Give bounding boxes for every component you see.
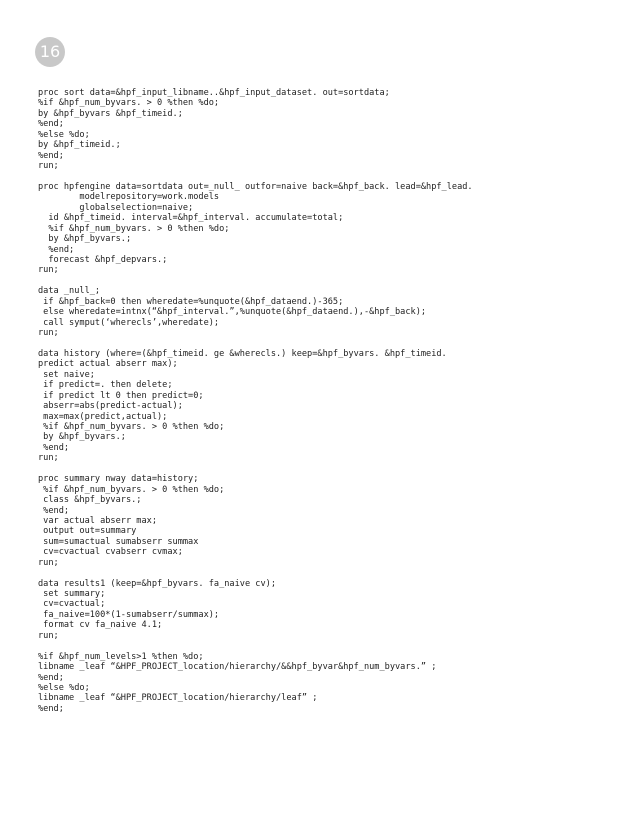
code-line: libname _leaf “&HPF_PROJECT_location/hierarchy/leaf” ;	[38, 693, 318, 704]
code-line: %if &hpf_num_byvars. > 0 %then %do;	[38, 422, 225, 432]
code-line: if predict lt 0 then predict=0;	[38, 390, 204, 401]
code-line: %end;	[38, 150, 64, 161]
code-line: proc hpfengine data=sortdata out=_null_ outfor=naive back=&hpf_back. lead=&hpf_lead.	[38, 181, 473, 192]
code-line: run;	[38, 265, 59, 276]
code-line: %end;	[38, 672, 64, 683]
code-line: %end;	[38, 505, 70, 516]
page-number-badge: 16	[35, 37, 65, 67]
code-line: data _null_;	[38, 286, 101, 297]
code-line: var actual abserr max;	[38, 515, 157, 526]
code-line: globalselection=naive;	[38, 202, 194, 213]
code-line: format cv fa_naive 4.1;	[38, 620, 163, 631]
code-line: %else %do;	[38, 129, 90, 140]
code-line: %if &hpf_num_byvars. > 0 %then %do;	[38, 98, 220, 109]
code-line: run;	[38, 453, 59, 464]
code-line: if &hpf_back=0 then wheredate=%unquote(&hpf_dataend.)-365;	[38, 296, 344, 307]
code-line: data history (where=(&hpf_timeid. ge &wherecls.) keep=&hpf_byvars. &hpf_timeid.	[38, 348, 447, 359]
blank-line	[38, 464, 628, 474]
code-line: cv=cvactual;	[38, 599, 106, 610]
code-line: set summary;	[38, 589, 106, 599]
code-line: by &hpf_timeid.;	[38, 140, 121, 151]
code-line: set naive;	[38, 369, 95, 380]
code-line: class &hpf_byvars.;	[38, 495, 142, 506]
code-line: by &hpf_byvars.;	[38, 234, 132, 245]
code-line: run;	[38, 630, 59, 641]
code-line: output out=summary	[38, 526, 137, 537]
code-line: run;	[38, 557, 59, 568]
blank-line	[38, 172, 628, 182]
code-line: %if &hpf_num_byvars. > 0 %then %do;	[38, 484, 225, 495]
code-line: call symput(‘wherecls’,wheredate);	[38, 317, 220, 328]
code-line: max=max(predict,actual);	[38, 411, 168, 422]
code-line: libname _leaf “&HPF_PROJECT_location/hierarchy/&&hpf_byvar&hpf_num_byvars.” ;	[38, 662, 437, 673]
code-line: predict actual abserr max);	[38, 359, 178, 370]
code-line: sum=sumactual sumabserr summax	[38, 536, 199, 547]
code-line: proc sort data=&hpf_input_libname..&hpf_input_dataset. out=sortdata;	[38, 88, 390, 98]
code-line: run;	[38, 161, 59, 172]
code-line: by &hpf_byvars &hpf_timeid.;	[38, 108, 183, 119]
code-line: %if &hpf_num_levels>1 %then %do;	[38, 651, 204, 662]
code-line: by &hpf_byvars.;	[38, 432, 126, 443]
code-line: %end;	[38, 119, 64, 130]
blank-line	[38, 276, 628, 286]
code-line: id &hpf_timeid. interval=&hpf_interval. accumulate=total;	[38, 213, 344, 224]
code-line: %end;	[38, 703, 64, 714]
code-line: abserr=abs(predict-actual);	[38, 401, 183, 412]
code-line: modelrepository=work.models	[38, 192, 220, 203]
code-line: if predict=. then delete;	[38, 380, 173, 391]
code-line: fa_naive=100*(1-sumabserr/summax);	[38, 609, 220, 620]
blank-line	[38, 568, 628, 578]
code-line: run;	[38, 328, 59, 339]
code-line: %end;	[38, 244, 75, 255]
code-line: cv=cvactual cvabserr cvmax;	[38, 547, 183, 558]
code-line: %end;	[38, 442, 70, 453]
code-line: %if &hpf_num_byvars. > 0 %then %do;	[38, 223, 230, 234]
code-line: %else %do;	[38, 682, 90, 693]
code-line: forecast &hpf_depvars.;	[38, 255, 168, 265]
blank-line	[38, 339, 628, 349]
code-line: else wheredate=intnx(“&hpf_interval.”,%unquote(&hpf_dataend.),-&hpf_back);	[38, 307, 427, 318]
sas-code-listing	[38, 88, 628, 714]
blank-line	[38, 641, 628, 651]
code-line: data results1 (keep=&hpf_byvars. fa_naive cv);	[38, 578, 276, 589]
code-line: proc summary nway data=history;	[38, 474, 199, 485]
